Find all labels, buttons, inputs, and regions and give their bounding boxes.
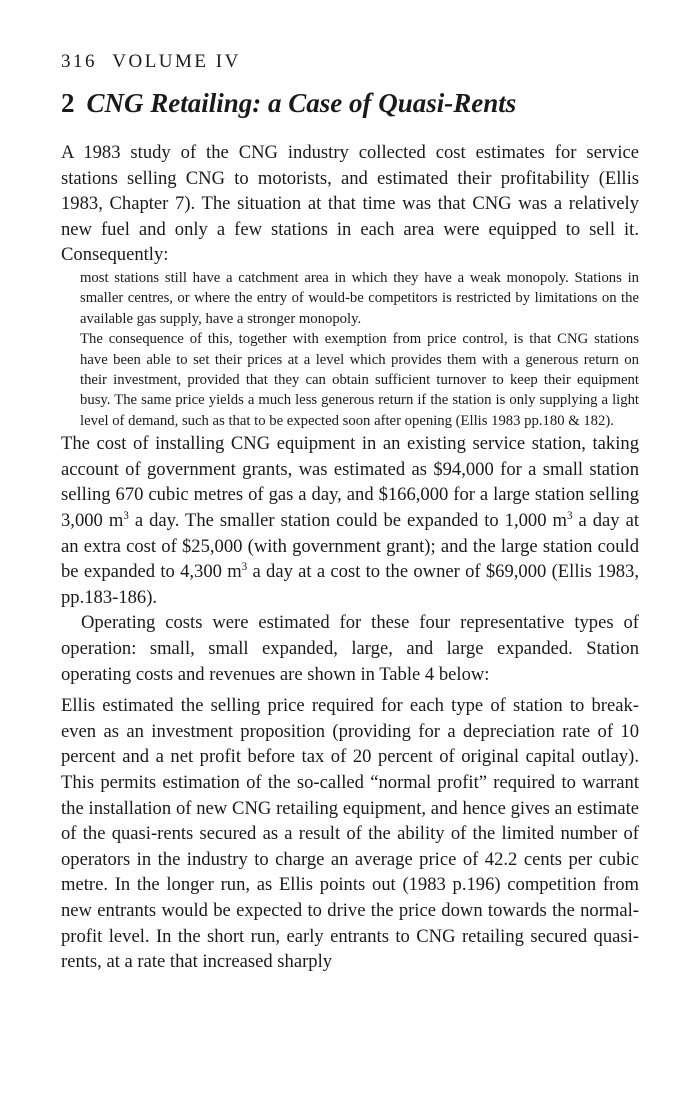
chapter-title xyxy=(61,86,639,120)
running-head xyxy=(61,50,639,74)
body-paragraph-operating: Operating costs were estimated for these four representative types of operation: small, small expanded, large, and large expanded. Station operating costs and revenues are shown in Table 4 below: xyxy=(61,612,639,685)
volume-label: VOLUME IV xyxy=(112,51,241,72)
body-paragraph-costs xyxy=(61,431,639,610)
costs-text-2: a day. The smaller station could be expanded to 1,000 m xyxy=(128,510,567,531)
chapter-number: 2 xyxy=(61,88,75,118)
block-quote xyxy=(80,268,639,431)
superscript-3: 3 xyxy=(123,509,129,522)
quote-paragraph-2: The consequence of this, together with exemption from price control, is that CNG stations have been able to set their prices at a level which provides them with a generous return on their investment, provided that they can obtain sufficient turnover to keep their equipment busy. The same price yields a much less generous return if the station is only supplying a light level of demand, such as that to be expected soon after opening (Ellis 1983 pp.180 & 182). xyxy=(80,331,639,429)
costs-text-1: The cost of installing CNG equipment in an existing service station, taking account of government grants, was estimated as $94,000 for a small station selling 670 cubic metres of gas a day, and $166,000 for a large station selling 3,000 m xyxy=(61,433,639,531)
page-number: 316 xyxy=(61,51,97,72)
body-paragraph-ellis: Ellis estimated the selling price required for each type of station to break-even as an investment proposition (providing for a depreciation rate of 10 percent and a net profit before tax of 20 percent of original capital outlay). This permits estimation of the so-called “normal profit” required to warrant the installation of new CNG retailing equipment, and hence gives an estimate of the quasi-rents secured as a result of the ability of the limited number of operators in the industry to charge an average price of 42.2 cents per cubic metre. In the longer run, as Ellis points out (1983 p.196) competition from new entrants would be expected to drive the price down towards the normal-profit level. In the short run, early entrants to CNG retailing secured quasi-rents, at a rate that increased sharply xyxy=(61,695,639,973)
quote-paragraph-1: most stations still have a catchment area in which they have a weak monopoly. Stations in smaller centres, or where the entry of would-be competitors is restricted by limitations on the available gas supply, have a stronger monopoly. xyxy=(80,269,639,327)
superscript-3: 3 xyxy=(241,561,248,573)
costs-text-4: a day at a cost to the owner of $69,000 (Ellis 1983, pp.183-186). xyxy=(61,561,639,608)
costs-text-3: a day at an extra cost of $25,000 (with government grant); and the large station could be expanded to 4,300 m xyxy=(61,510,639,583)
chapter-title-text: CNG Retailing: a Case of Quasi-Rents xyxy=(86,88,517,118)
body-paragraph-intro: A 1983 study of the CNG industry collected cost estimates for service stations selling CNG to motorists, and estimated their profitability (Ellis 1983, Chapter 7). The situation at that time was that CNG was a relatively new fuel and only a few stations in each area were equipped to sell it. Consequently: xyxy=(61,142,639,266)
page xyxy=(61,50,639,975)
superscript-3: 3 xyxy=(566,509,573,522)
